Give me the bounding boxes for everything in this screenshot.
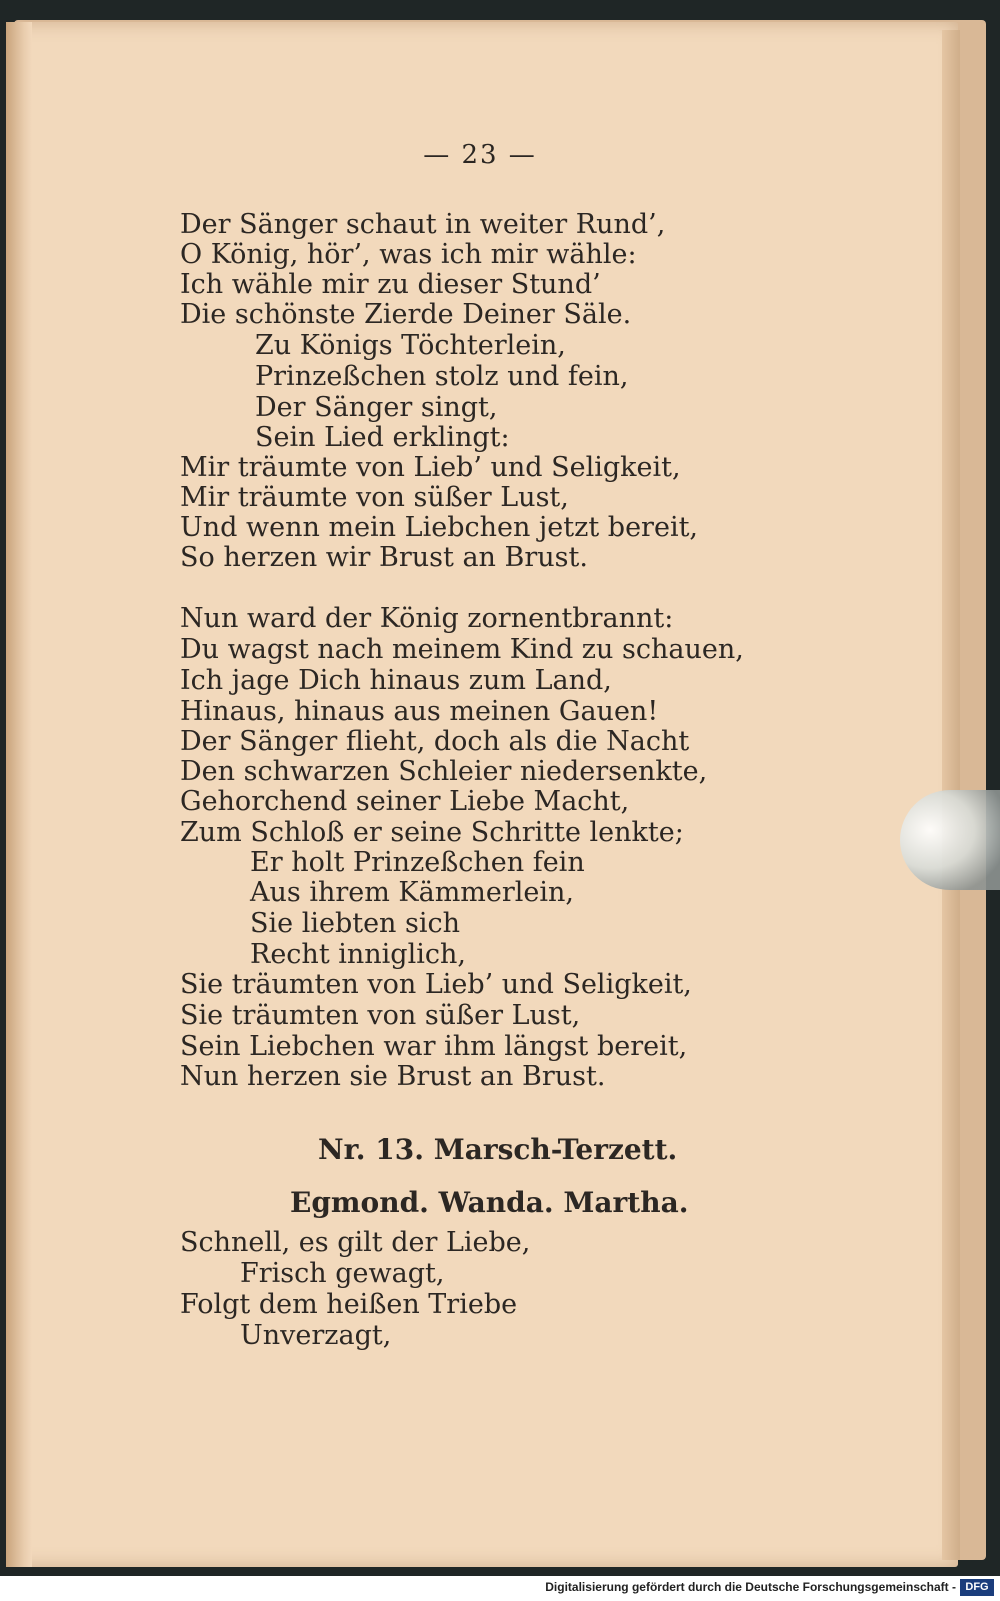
stanza1-line: Sein Lied erklingt:: [255, 422, 510, 453]
stanza2-line: Sie träumten von süßer Lust,: [180, 1000, 581, 1031]
stanza2-line: Du wagst nach meinem Kind zu schauen,: [180, 634, 744, 665]
stanza1-line: O König, hör’, was ich mir wähle:: [180, 239, 637, 270]
stanza2-line: Sein Liebchen war ihm längst bereit,: [180, 1031, 688, 1062]
stanza3-line: Schnell, es gilt der Liebe,: [180, 1227, 531, 1258]
dfg-logo: DFG: [960, 1579, 994, 1596]
stanza2-line: Er holt Prinzeßchen fein: [250, 847, 585, 878]
section-title: Nr. 13. Marsch-Terzett.: [318, 1133, 678, 1166]
stanza3-line: Frisch gewagt,: [240, 1258, 445, 1289]
footer-bar: [0, 1576, 1000, 1601]
stanza1-line: Der Sänger singt,: [255, 392, 498, 423]
book-spine: [6, 22, 32, 1567]
stanza2-line: Nun herzen sie Brust an Brust.: [180, 1061, 606, 1092]
stanza2-line: Recht inniglich,: [250, 939, 466, 970]
character-names: Egmond. Wanda. Martha.: [290, 1186, 689, 1219]
stanza1-line: So herzen wir Brust an Brust.: [180, 542, 588, 573]
stanza1-line: Die schönste Zierde Deiner Säle.: [180, 299, 632, 330]
stanza1-line: Mir träumte von süßer Lust,: [180, 482, 569, 513]
stanza2-line: Ich jage Dich hinaus zum Land,: [180, 665, 612, 696]
page-clip: [900, 790, 1000, 890]
stanza2-line: Sie träumten von Lieb’ und Seligkeit,: [180, 969, 692, 1000]
stanza1-line: Mir träumte von Lieb’ und Seligkeit,: [180, 452, 681, 483]
stanza2-line: Nun ward der König zornentbrannt:: [180, 603, 674, 634]
stanza1-line: Und wenn mein Liebchen jetzt bereit,: [180, 512, 699, 543]
stanza2-line: Gehorchend seiner Liebe Macht,: [180, 786, 630, 817]
stanza1-line: Zu Königs Töchterlein,: [255, 330, 566, 361]
stanza1-line: Der Sänger schaut in weiter Rund’,: [180, 209, 666, 240]
stanza3-line: Folgt dem heißen Triebe: [180, 1289, 518, 1320]
stanza1-line: Prinzeßchen stolz und fein,: [255, 361, 629, 392]
stanza2-line: Aus ihrem Kämmerlein,: [250, 877, 574, 908]
stanza2-line: Den schwarzen Schleier niedersenkte,: [180, 756, 708, 787]
footer-credit: Digitalisierung gefördert durch die Deutsche Forschungsgemeinschaft -: [545, 1580, 956, 1594]
stanza2-line: Hinaus, hinaus aus meinen Gauen!: [180, 696, 659, 727]
stanza1-line: Ich wähle mir zu dieser Stund’: [180, 269, 601, 300]
stanza2-line: Der Sänger flieht, doch als die Nacht: [180, 726, 690, 757]
stanza2-line: Sie liebten sich: [250, 908, 461, 939]
stanza2-line: Zum Schloß er seine Schritte lenkte;: [180, 817, 684, 848]
page-number: — 23 —: [423, 140, 537, 170]
stanza3-line: Unverzagt,: [240, 1320, 392, 1351]
